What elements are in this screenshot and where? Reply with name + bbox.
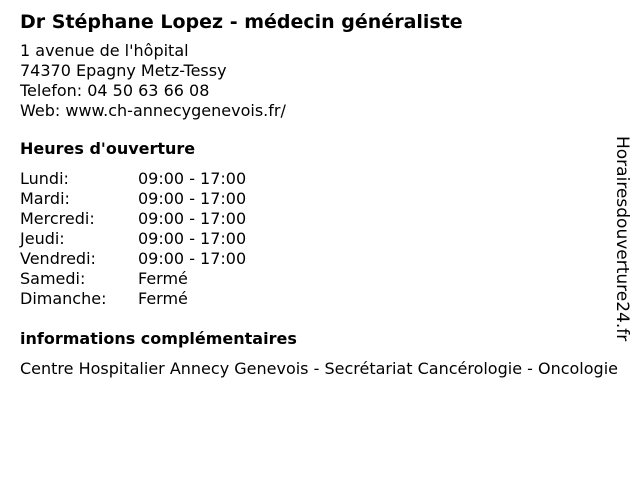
hours-day: Jeudi: (20, 229, 65, 248)
hours-time: 09:00 - 17:00 (138, 249, 247, 268)
address-line-city: 74370 Epagny Metz-Tessy (20, 61, 227, 80)
hours-row-tuesday (20, 189, 630, 209)
listing-card (20, 10, 630, 379)
page-title: Dr Stéphane Lopez - médecin généraliste (20, 11, 463, 33)
hours-time: Fermé (138, 269, 188, 288)
hours-time: 09:00 - 17:00 (138, 189, 247, 208)
hours-day: Lundi: (20, 169, 69, 188)
watermark-text: Horairesdouverture24.fr (612, 136, 632, 342)
hours-row-friday (20, 249, 630, 269)
hours-day: Mardi: (20, 189, 70, 208)
hours-day: Mercredi: (20, 209, 95, 228)
website-link[interactable]: Web: www.ch-annecygenevois.fr/ (20, 101, 286, 120)
hours-day: Dimanche: (20, 289, 107, 308)
info-heading: informations complémentaires (20, 329, 297, 348)
hours-row-sunday (20, 289, 630, 309)
hours-table (20, 169, 630, 309)
hours-row-thursday (20, 229, 630, 249)
hours-day: Vendredi: (20, 249, 96, 268)
hours-row-wednesday (20, 209, 630, 229)
hours-row-monday (20, 169, 630, 189)
hours-time: 09:00 - 17:00 (138, 229, 247, 248)
hours-heading: Heures d'ouverture (20, 139, 196, 158)
hours-time: 09:00 - 17:00 (138, 169, 247, 188)
address-line-street: 1 avenue de l'hôpital (20, 41, 189, 60)
phone-number[interactable]: Telefon: 04 50 63 66 08 (20, 81, 210, 100)
hours-day: Samedi: (20, 269, 86, 288)
hours-time: Fermé (138, 289, 188, 308)
hours-row-saturday (20, 269, 630, 289)
info-text: Centre Hospitalier Annecy Genevois - Secrétariat Cancérologie - Oncologie (20, 359, 618, 378)
contact-block (20, 41, 630, 121)
hours-time: 09:00 - 17:00 (138, 209, 247, 228)
